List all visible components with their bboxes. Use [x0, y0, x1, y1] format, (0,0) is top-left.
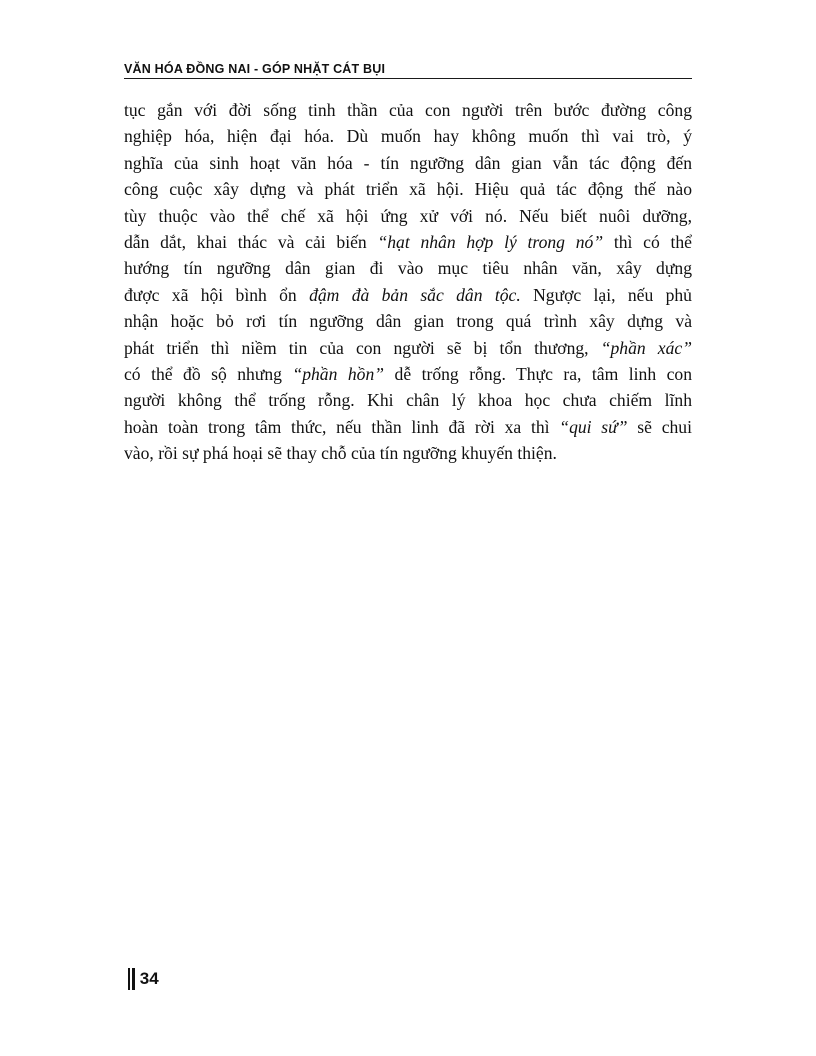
text-run: phát triển thì niềm tin của con người sẽ bị tổn thương, [124, 337, 601, 358]
running-header-title: VĂN HÓA ĐỒNG NAI - GÓP NHẶT CÁT BỤI [124, 62, 386, 76]
text-run: sẽ chui [627, 416, 692, 437]
text-line [124, 123, 692, 149]
emphasized-phrase: “phần xác” [600, 337, 692, 358]
text-run: nhận hoặc bỏ rơi tín ngưỡng dân gian trong quá trình xây dựng và [124, 311, 692, 332]
text-line [124, 361, 692, 387]
text-line [124, 255, 692, 281]
running-header [124, 56, 692, 79]
text-run: vào, rồi sự phá hoại sẽ thay chỗ của tín ngưỡng khuyến thiện. [124, 443, 557, 464]
text-run: hướng tín ngưỡng dân gian đi vào mục tiêu nhân văn, xây dựng [124, 258, 692, 279]
text-run: dẫn dắt, khai thác và cải biến [124, 231, 378, 252]
text-line [124, 176, 692, 202]
text-line [124, 414, 692, 440]
emphasized-phrase: “qui sứ” [559, 416, 628, 437]
text-line [124, 387, 692, 413]
page-footer [128, 966, 159, 992]
text-run: nghiệp hóa, hiện đại hóa. Dù muốn hay không muốn thì vai trò, ý [124, 126, 692, 147]
text-run: tục gắn với đời sống tinh thần của con người trên bước đường công [124, 100, 692, 120]
text-line [124, 308, 692, 334]
text-run: công cuộc xây dựng và phát triển xã hội. Hiệu quả tác động thế nào [124, 179, 692, 200]
text-run: Ngược lại, nếu phủ [520, 284, 692, 305]
text-run: được xã hội bình ổn [124, 284, 310, 305]
text-run: tùy thuộc vào thể chế xã hội ứng xử với nó. Nếu biết nuôi dưỡng, [124, 205, 692, 226]
text-line [124, 150, 692, 176]
text-run: hoàn toàn trong tâm thức, nếu thần linh đã rời xa thì [124, 416, 560, 437]
text-line [124, 440, 692, 466]
text-run: có thể đồ sộ nhưng [124, 363, 293, 384]
emphasized-phrase: “phần hồn” [292, 363, 385, 384]
emphasized-phrase: “hạt nhân hợp lý trong nó” [377, 231, 604, 252]
text-run: thì có thể [603, 231, 692, 252]
text-line [124, 229, 692, 255]
text-line [124, 203, 692, 229]
text-run: nghĩa của sinh hoạt văn hóa - tín ngưỡng dân gian vẫn tác động đến [124, 152, 692, 173]
text-line [124, 282, 692, 308]
text-run: dễ trống rỗng. Thực ra, tâm linh con [384, 363, 692, 384]
text-line [124, 335, 692, 361]
page-number: 34 [139, 969, 159, 988]
body-paragraph [124, 97, 692, 466]
emphasized-phrase: đậm đà bản sắc dân tộc. [309, 284, 521, 305]
text-run: người không thể trống rỗng. Khi chân lý khoa học chưa chiếm lĩnh [124, 390, 692, 411]
folio-rule-icon [128, 968, 135, 990]
text-line [124, 97, 692, 123]
